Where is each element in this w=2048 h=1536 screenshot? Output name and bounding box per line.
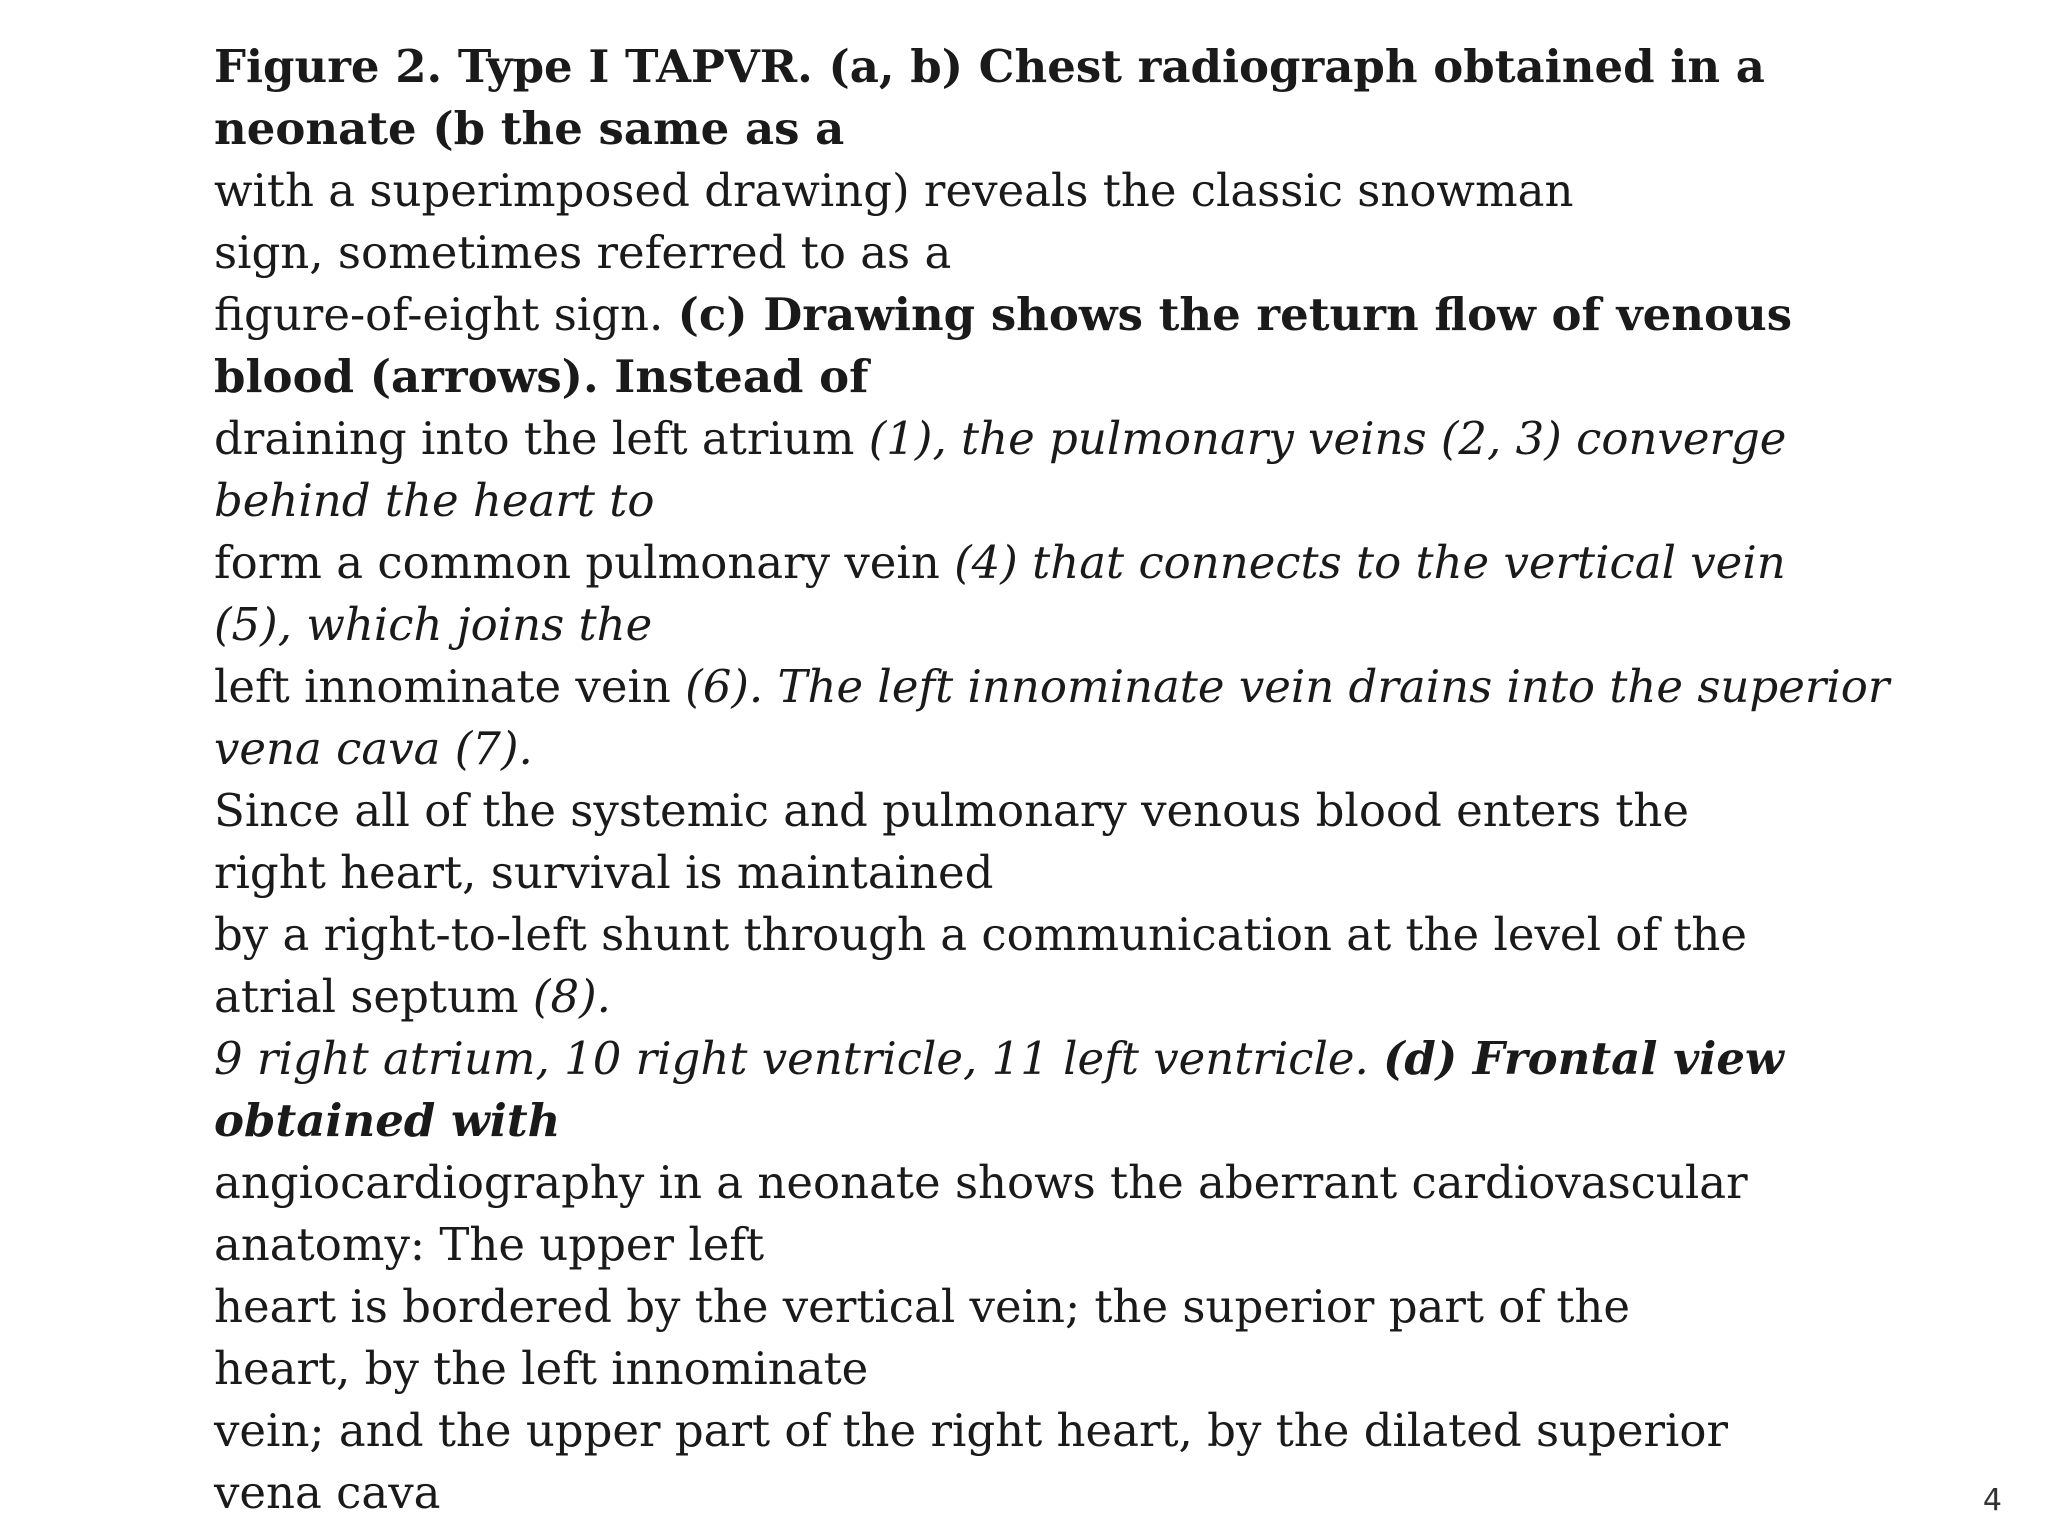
caption-line <box>214 842 1894 904</box>
caption-text-run: (6). The left innominate vein drains into the superior <box>685 660 1890 713</box>
caption-text-run: sign, sometimes referred to as a <box>214 226 952 279</box>
caption-text-run: Figure 2. Type I TAPVR. (a, b) Chest radiograph obtained in a <box>214 40 1765 93</box>
caption-text-run: vena cava <box>214 1466 441 1519</box>
caption-line <box>214 1338 1894 1400</box>
caption-text-run: (4) that connects to the vertical vein <box>954 536 1786 589</box>
caption-line <box>214 408 1894 470</box>
caption-line <box>214 1028 1894 1090</box>
caption-text-run: (5), which joins the <box>214 598 653 651</box>
caption-text-run: (d) Frontal view <box>1383 1032 1784 1085</box>
caption-text-run: heart, by the left innominate <box>214 1342 869 1395</box>
caption-text-run: (8). <box>532 970 611 1023</box>
caption-text-run: obtained with <box>214 1094 561 1147</box>
caption-line <box>214 1462 1894 1524</box>
caption-line <box>214 1152 1894 1214</box>
page-number: 4 <box>1982 1483 2002 1518</box>
caption-line <box>214 160 1894 222</box>
caption-line <box>214 1214 1894 1276</box>
caption-text-run: anatomy: The upper left <box>214 1218 765 1271</box>
caption-text-run: by a right-to-left shunt through a communication at the level of the <box>214 908 1748 961</box>
caption-line <box>214 470 1894 532</box>
caption-line <box>214 532 1894 594</box>
caption-text-run: (c) Drawing shows the return flow of venous <box>677 288 1793 341</box>
caption-text-run: draining into the left atrium <box>214 412 869 465</box>
caption-text-run: right heart, survival is maintained <box>214 846 994 899</box>
caption-line <box>214 780 1894 842</box>
caption-text-run: 9 right atrium, 10 right ventricle, 11 left ventricle. <box>214 1032 1384 1085</box>
caption-line <box>214 222 1894 284</box>
caption-text-run: left innominate vein <box>214 660 686 713</box>
caption-text-run: vena cava (7). <box>214 722 533 775</box>
caption-text-run: blood (arrows). Instead of <box>214 350 869 403</box>
caption-text-run: with a superimposed drawing) reveals the classic snowman <box>214 164 1574 217</box>
figure-caption <box>214 36 1894 1524</box>
caption-text-run: vein; and the upper part of the right heart, by the dilated superior <box>214 1404 1728 1457</box>
caption-text-run: Since all of the systemic and pulmonary venous blood enters the <box>214 784 1690 837</box>
caption-line <box>214 718 1894 780</box>
caption-text-run: (1), the pulmonary veins (2, 3) converge <box>868 412 1787 465</box>
caption-line <box>214 284 1894 346</box>
caption-line <box>214 98 1894 160</box>
caption-line <box>214 594 1894 656</box>
caption-text-run: neonate (b the same as a <box>214 102 845 155</box>
caption-line <box>214 1400 1894 1462</box>
caption-line <box>214 904 1894 966</box>
caption-text-run: heart is bordered by the vertical vein; the superior part of the <box>214 1280 1631 1333</box>
caption-line <box>214 966 1894 1028</box>
caption-line <box>214 346 1894 408</box>
caption-text-run: atrial septum <box>214 970 533 1023</box>
caption-text-run: figure-of-eight sign. <box>214 288 678 341</box>
caption-line <box>214 656 1894 718</box>
caption-line <box>214 1090 1894 1152</box>
caption-line <box>214 1276 1894 1338</box>
caption-text-run: behind the heart to <box>214 474 655 527</box>
caption-line <box>214 36 1894 98</box>
caption-text-run: angiocardiography in a neonate shows the aberrant cardiovascular <box>214 1156 1748 1209</box>
caption-text-run: form a common pulmonary vein <box>214 536 955 589</box>
